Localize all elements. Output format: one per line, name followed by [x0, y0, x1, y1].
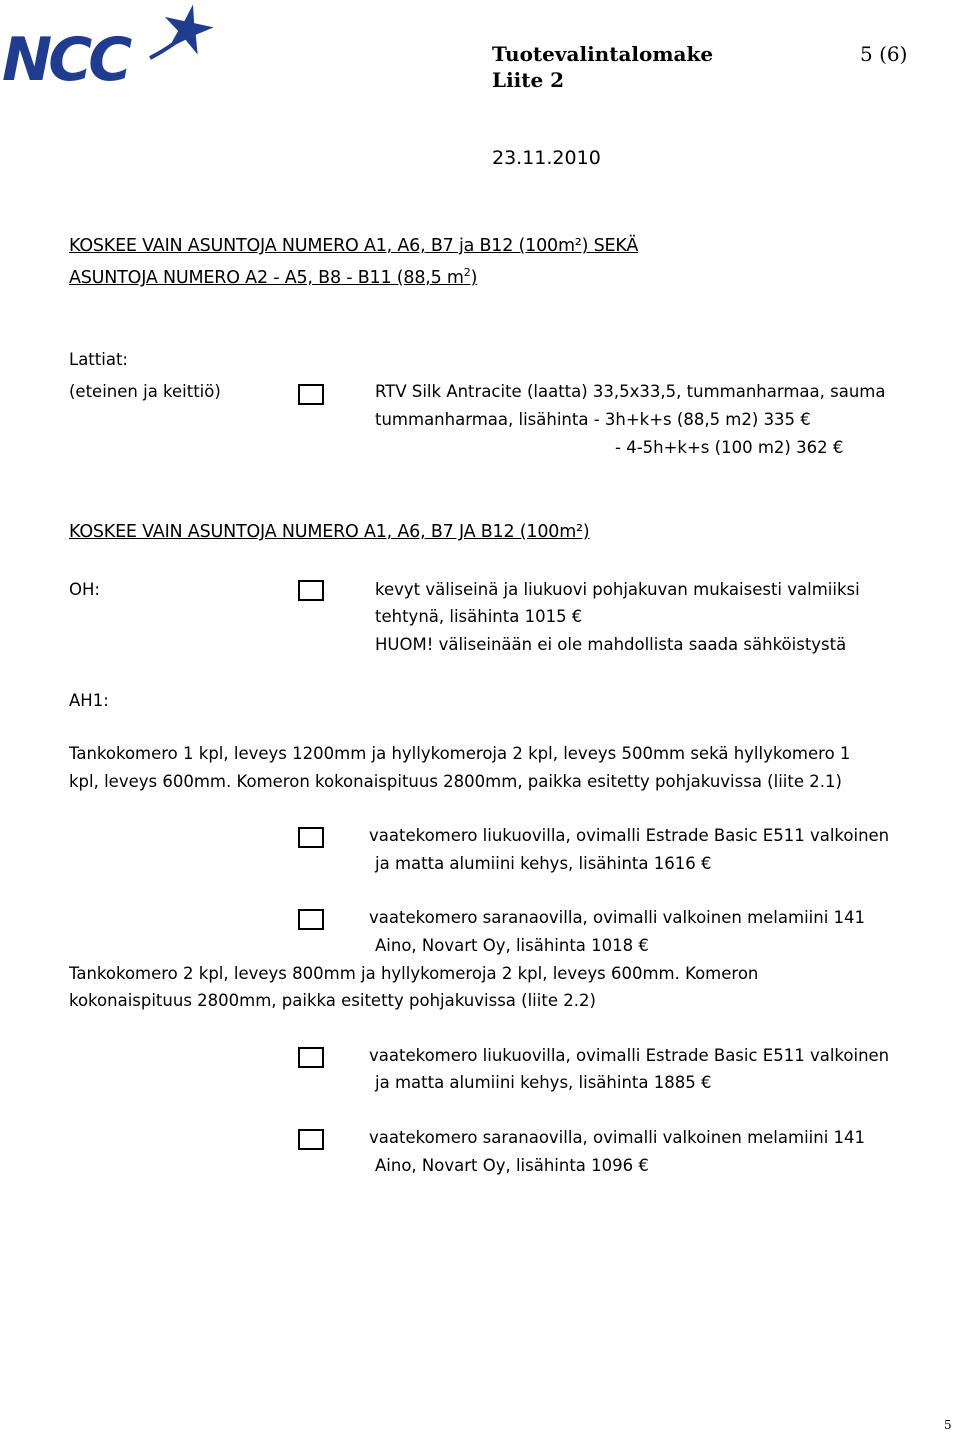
ah2-hinged-door-checkbox[interactable]: [298, 1129, 324, 1150]
ah2-option1-line2: ja matta alumiini kehys, lisähinta 1885 €: [375, 1073, 712, 1092]
floor-option-line2: tummanharmaa, lisähinta - 3h+k+s (88,5 m2) 335 €: [375, 410, 811, 429]
ah1-label: AH1:: [69, 691, 109, 710]
ah1-description-line1: Tankokomero 1 kpl, leveys 1200mm ja hyllykomeroja 2 kpl, leveys 500mm sekä hyllykomero 1: [69, 744, 851, 763]
ah1-option2-line1: vaatekomero saranaovilla, ovimalli valkoinen melamiini 141: [369, 908, 866, 927]
oh-checkbox[interactable]: [298, 580, 324, 601]
heading-line2-text: ASUNTOJA NUMERO A2 - A5, B8 - B11 (88,5 m: [69, 267, 464, 288]
heading-line2-close: ): [470, 267, 478, 288]
ah2-description-line2: kokonaispituus 2800mm, paikka esitetty pohjakuvissa (liite 2.2): [69, 991, 596, 1010]
oh-label: OH:: [69, 580, 100, 599]
ah1-option2-line2: Aino, Novart Oy, lisähinta 1018 €: [375, 936, 649, 955]
ncc-logo: [0, 0, 220, 95]
footer-page-number: 5: [944, 1418, 952, 1432]
floor-option-line1: RTV Silk Antracite (laatta) 33,5x33,5, tummanharmaa, sauma: [375, 382, 886, 401]
heading-line2-superscript: 2: [463, 266, 471, 279]
oh-note: HUOM! väliseinään ei ole mahdollista saada sähköistystä: [375, 635, 847, 654]
ah2-option1-line1: vaatekomero liukuovilla, ovimalli Estrade Basic E511 valkoinen: [369, 1046, 890, 1065]
ah2-description-line1: Tankokomero 2 kpl, leveys 800mm ja hyllykomeroja 2 kpl, leveys 600mm. Komeron: [69, 964, 759, 983]
document-date: 23.11.2010: [492, 147, 601, 169]
section-heading-2: KOSKEE VAIN ASUNTOJA NUMERO A1, A6, B7 JA B12 (100m²): [69, 522, 590, 542]
section-heading-1-line2: [69, 266, 477, 288]
ah2-sliding-door-checkbox[interactable]: [298, 1047, 324, 1068]
attachment-label: Liite 2: [492, 68, 565, 92]
floor-tile-checkbox[interactable]: [298, 384, 324, 405]
ah1-description-line2: kpl, leveys 600mm. Komeron kokonaispituus 2800mm, paikka esitetty pohjakuvissa (liite 2.1): [69, 772, 842, 791]
ah2-option2-line2: Aino, Novart Oy, lisähinta 1096 €: [375, 1156, 649, 1175]
section-heading-1: KOSKEE VAIN ASUNTOJA NUMERO A1, A6, B7 ja B12 (100m²) SEKÄ: [69, 236, 639, 256]
svg-text:NCC: NCC: [2, 25, 129, 95]
floors-label: Lattiat:: [69, 350, 128, 369]
oh-option-line2: tehtynä, lisähinta 1015 €: [375, 607, 583, 626]
ah1-hinged-door-checkbox[interactable]: [298, 909, 324, 930]
oh-option-line1: kevyt väliseinä ja liukuovi pohjakuvan mukaisesti valmiiksi: [375, 580, 860, 599]
ncc-logo-graphic: [0, 0, 220, 95]
ah1-option1-line1: vaatekomero liukuovilla, ovimalli Estrade Basic E511 valkoinen: [369, 826, 890, 845]
document-title: Tuotevalintalomake: [492, 42, 714, 66]
ah1-option1-line2: ja matta alumiini kehys, lisähinta 1616 €: [375, 854, 712, 873]
floor-option-line3: - 4-5h+k+s (100 m2) 362 €: [615, 438, 844, 457]
page-indicator: 5 (6): [860, 42, 908, 66]
floors-sublabel: (eteinen ja keittiö): [69, 382, 221, 401]
ah1-sliding-door-checkbox[interactable]: [298, 827, 324, 848]
ah2-option2-line1: vaatekomero saranaovilla, ovimalli valkoinen melamiini 141: [369, 1128, 866, 1147]
